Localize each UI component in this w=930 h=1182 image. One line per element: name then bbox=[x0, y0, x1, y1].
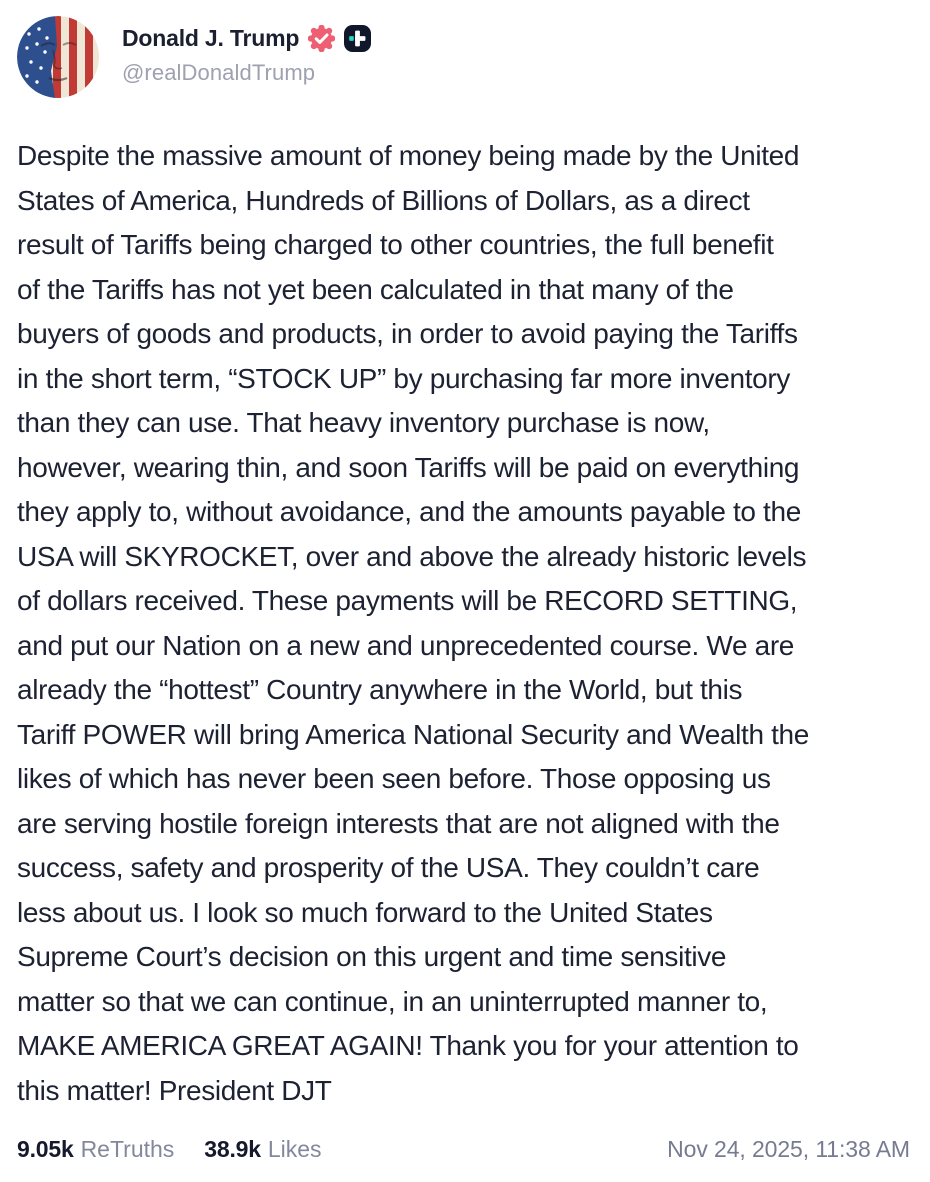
post-text-line: buyers of goods and products, in order to avoid paying the Tariffs bbox=[17, 318, 798, 349]
post-text-line: of dollars received. These payments will be RECORD SETTING, bbox=[17, 585, 798, 616]
verified-badge-icon bbox=[308, 25, 335, 52]
post-text-line: in the short term, “STOCK UP” by purchasing far more inventory bbox=[17, 362, 790, 394]
likes-stat[interactable] bbox=[204, 1136, 321, 1163]
post-header bbox=[17, 15, 913, 98]
post-text-line: USA will SKYROCKET, over and above the already historic levels bbox=[17, 540, 807, 572]
post-text-line: already the “hottest” Country anywhere in the World, but this bbox=[17, 674, 743, 705]
post-text-line: less about us. I look so much forward to the United States bbox=[17, 896, 713, 928]
post-text-line: matter so that we can continue, in an uninterrupted manner to, bbox=[17, 985, 768, 1017]
name-row bbox=[122, 25, 371, 52]
retruths-count: 9.05k bbox=[17, 1136, 74, 1162]
likes-count: 38.9k bbox=[204, 1136, 261, 1162]
post-text-line: Tariff POWER will bring America National Security and Wealth the bbox=[17, 718, 810, 750]
post-text-line: of the Tariffs has not yet been calculated in that many of the bbox=[17, 273, 734, 305]
retruths-stat[interactable] bbox=[17, 1136, 174, 1163]
post-stats bbox=[17, 1136, 322, 1163]
post-text-line: however, wearing thin, and soon Tariffs will be paid on everything bbox=[17, 451, 800, 483]
truth-plus-badge-icon bbox=[344, 25, 371, 52]
post-text-line: Despite the massive amount of money being made by the United bbox=[17, 140, 800, 171]
post-text-line: they apply to, without avoidance, and the amounts payable to the bbox=[17, 496, 801, 527]
user-handle[interactable]: @realDonaldTrump bbox=[122, 60, 316, 85]
avatar-image bbox=[17, 16, 99, 98]
post-footer bbox=[17, 1136, 910, 1163]
display-name[interactable]: Donald J. Trump bbox=[122, 25, 300, 51]
avatar[interactable] bbox=[17, 16, 99, 98]
post-text-line: result of Tariffs being charged to other countries, the full benefit bbox=[17, 229, 774, 260]
post-text-line: MAKE AMERICA GREAT AGAIN! Thank you for your attention to bbox=[17, 1030, 799, 1061]
retruths-label: ReTruths bbox=[80, 1136, 175, 1162]
likes-label: Likes bbox=[267, 1136, 322, 1162]
post-text-line: States of America, Hundreds of Billions of Dollars, as a direct bbox=[17, 184, 750, 216]
identity-block bbox=[122, 15, 371, 86]
post-text-line: success, safety and prosperity of the USA. They couldn’t care bbox=[17, 852, 760, 883]
post-text bbox=[17, 134, 913, 1113]
post-text-line: are serving hostile foreign interests that are not aligned with the bbox=[17, 807, 780, 839]
post-text-line: this matter! President DJT bbox=[17, 1074, 332, 1106]
post-text-line: likes of which has never been seen before. Those opposing us bbox=[17, 763, 771, 794]
post-text-line: Supreme Court’s decision on this urgent and time sensitive bbox=[17, 941, 727, 972]
post-text-line: and put our Nation on a new and unprecedented course. We are bbox=[17, 629, 795, 661]
timestamp: Nov 24, 2025, 11:38 AM bbox=[667, 1136, 910, 1162]
post-text-line: than they can use. That heavy inventory purchase is now, bbox=[17, 407, 710, 438]
